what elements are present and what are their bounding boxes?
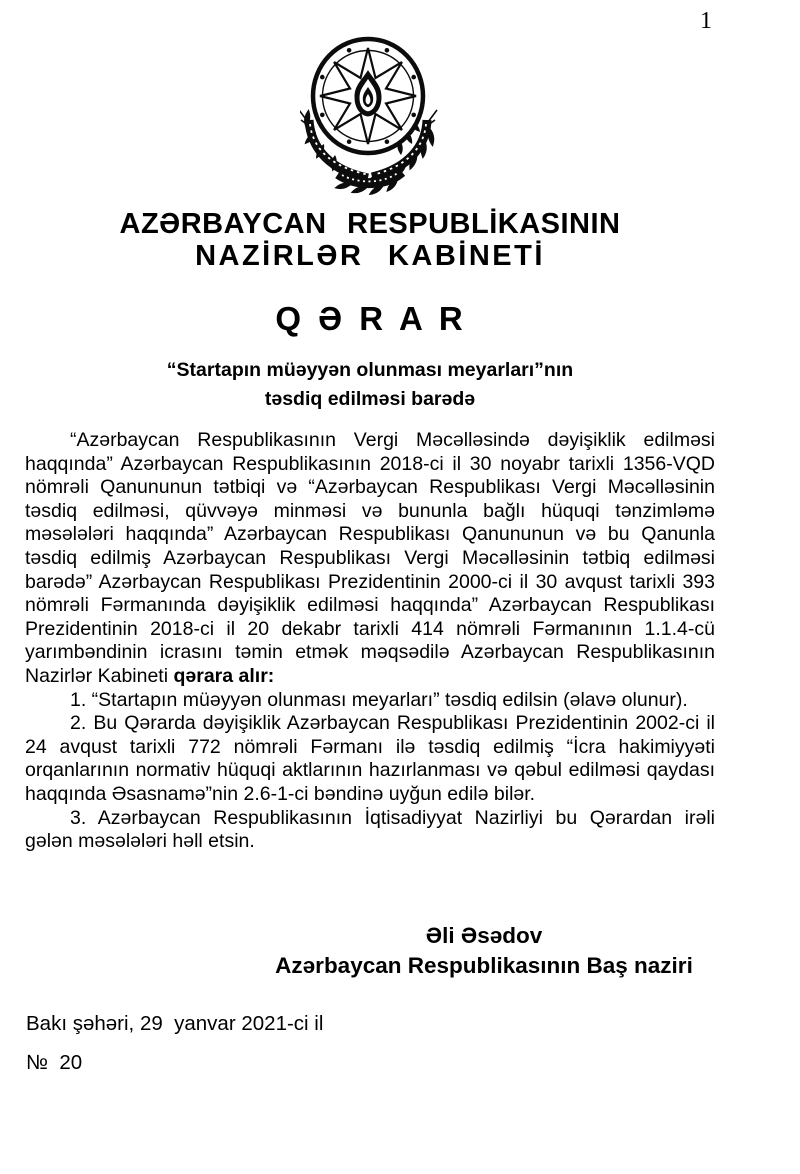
- item-2-paragraph: 2. Bu Qərarda dəyişiklik Azərbaycan Respublikası Prezidentinin 2002-ci il 24 avqust tarixli 772 nömrəli Fərmanı ilə təsdiq edilmiş “İcra hakimiyyəti orqanlarının normativ hüquqi aktlarının hazırlanması və qəbul edilməsi qaydası haqqında Əsasnamə”nin 2.6-1-ci bəndinə uyğun edilə bilər.: [25, 712, 715, 805]
- signatory-name: Əli Əsədov: [425, 923, 543, 948]
- preamble-text: “Azərbaycan Respublikasının Vergi Məcəlləsində dəyişiklik edilməsi haqqında” Azərbaycan Respublikasının 2018-ci il 30 noyabr tarixli 1356-VQD nömrəli Qanununun tətbiqi və “Azərbaycan Respublikası Vergi Məcəlləsinin təsdiq edilməsi, qüvvəyə minməsi və bununla bağlı hüquqi tənzimləmə məsələləri haqqında” Azərbaycan Respublikası Qanununun və bu Qanunla təsdiq edilmiş Azərbaycan Respublikası Vergi Məcəlləsinin tətbiq edilməsi barədə” Azərbaycan Respublikası Prezidentinin 2000-ci il 30 avqust tarixli 393 nömrəli Fərmanında dəyişiklik edilməsi haqqında” Azərbaycan Respublikası Prezidentinin 2018-ci il 20 dekabr tarixli 414 nömrəli Fərmanının 1.1.4-cü yarımbəndinin icrasını təmin etmək məqsədilə Azərbaycan Respublikasının Nazirlər Kabineti: [25, 429, 715, 687]
- preamble-paragraph: [25, 429, 715, 689]
- preamble-resolution-phrase: qərara alır:: [173, 664, 275, 687]
- item-1-paragraph: 1. “Startapın müəyyən olunması meyarları” təsdiq edilsin (əlavə olunur).: [70, 688, 688, 711]
- signature-block: [253, 921, 715, 981]
- decree-body: [25, 429, 715, 854]
- emblem-shield: [313, 39, 423, 153]
- org-name-line1: AZƏRBAYCAN RESPUBLİKASININ: [119, 208, 621, 240]
- decree-subtitle: [25, 356, 715, 413]
- org-name-line2: NAZİRLƏR KABİNETİ: [195, 240, 545, 272]
- footer-place-date: Bakı şəhəri, 29 yanvar 2021-ci il: [26, 1012, 324, 1035]
- azerbaijan-emblem-icon: [300, 36, 446, 196]
- footer-decree-number: № 20: [26, 1051, 83, 1074]
- item-3-paragraph: 3. Azərbaycan Respublikasının İqtisadiyyat Nazirliyi bu Qərardan irəli gələn məsələləri həll etsin.: [25, 806, 715, 853]
- decree-subtitle-line2: təsdiq edilməsi barədə: [264, 387, 476, 410]
- organization-name: [25, 208, 715, 272]
- signatory-title: Azərbaycan Respublikasının Baş naziri: [275, 953, 693, 978]
- page-number: 1: [700, 8, 712, 34]
- decree-title: Q Ə R A R: [275, 300, 465, 337]
- decree-subtitle-line1: “Startapın müəyyən olunması meyarları”nın: [166, 359, 574, 381]
